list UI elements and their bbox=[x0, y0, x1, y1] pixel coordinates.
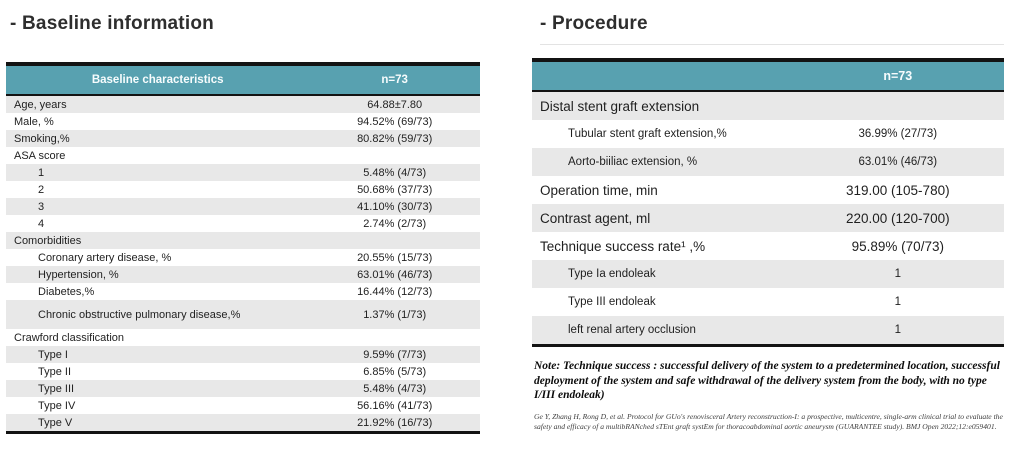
row-value: 63.01% (46/73) bbox=[792, 148, 1004, 176]
table-row bbox=[6, 397, 480, 414]
row-label: Distal stent graft extension bbox=[532, 91, 792, 120]
row-label: Coronary artery disease, % bbox=[38, 251, 172, 264]
row-label: Type V bbox=[6, 414, 309, 433]
table-row bbox=[6, 198, 480, 215]
row-value: 319.00 (105-780) bbox=[846, 182, 950, 198]
table-row bbox=[6, 181, 480, 198]
row-label: Diabetes,% bbox=[38, 285, 95, 298]
row-label: Type II bbox=[38, 365, 72, 378]
table-row bbox=[532, 120, 1004, 148]
table-row bbox=[532, 176, 1004, 204]
row-label: Type III endoleak bbox=[568, 296, 656, 308]
table-row bbox=[532, 288, 1004, 316]
table-row bbox=[6, 346, 480, 363]
row-label: 3 bbox=[6, 198, 309, 215]
row-value: 1.37% (1/73) bbox=[309, 300, 480, 329]
row-value: 6.85% (5/73) bbox=[363, 365, 427, 378]
row-label: Type IV bbox=[38, 399, 76, 412]
row-label: Comorbidities bbox=[6, 232, 309, 249]
row-value bbox=[792, 91, 1004, 120]
baseline-n73-header: n=73 bbox=[309, 64, 480, 95]
row-value bbox=[309, 147, 480, 164]
procedure-table bbox=[532, 58, 1004, 347]
table-row bbox=[6, 414, 480, 433]
table-row bbox=[6, 130, 480, 147]
row-label: Smoking,% bbox=[6, 130, 309, 147]
table-row bbox=[6, 95, 480, 113]
row-value: 94.52% (69/73) bbox=[357, 115, 433, 128]
table-row bbox=[6, 249, 480, 266]
row-value: 9.59% (7/73) bbox=[309, 346, 480, 363]
row-label: Contrast agent, ml bbox=[532, 204, 792, 232]
row-label: left renal artery occlusion bbox=[532, 316, 792, 346]
row-label: 2 bbox=[38, 183, 45, 196]
procedure-table-body bbox=[532, 91, 1004, 346]
row-label: Type Ia endoleak bbox=[532, 260, 792, 288]
row-label: Type III bbox=[6, 380, 309, 397]
row-label: 4 bbox=[38, 217, 45, 230]
table-row bbox=[532, 91, 1004, 120]
row-value: 1 bbox=[792, 316, 1004, 346]
table-row bbox=[6, 266, 480, 283]
row-value: 21.92% (16/73) bbox=[309, 414, 480, 433]
row-value bbox=[309, 232, 480, 249]
row-value: 95.89% (70/73) bbox=[851, 238, 944, 254]
baseline-section bbox=[6, 12, 480, 434]
table-row bbox=[6, 147, 480, 164]
table-row bbox=[6, 164, 480, 181]
table-row bbox=[6, 363, 480, 380]
table-row bbox=[532, 204, 1004, 232]
row-value: 50.68% (37/73) bbox=[357, 183, 433, 196]
row-value: 64.88±7.80 bbox=[309, 95, 480, 113]
table-row bbox=[6, 113, 480, 130]
row-value: 56.16% (41/73) bbox=[357, 399, 433, 412]
row-value: 2.74% (2/73) bbox=[363, 217, 427, 230]
technique-success-note: Note: Technique success : successful delivery of the system to a predetermined location, successful deployment of the system and safe withdrawal of the delivery system from the body, with no type I/III endoleak) bbox=[534, 360, 1000, 402]
row-value: 20.55% (15/73) bbox=[357, 251, 433, 264]
table-row bbox=[6, 232, 480, 249]
row-label: 1 bbox=[6, 164, 309, 181]
row-label: Aorto-biiliac extension, % bbox=[532, 148, 792, 176]
baseline-characteristics-header: Baseline characteristics bbox=[6, 64, 309, 95]
table-row bbox=[6, 300, 480, 329]
procedure-section-title: - Procedure bbox=[540, 12, 1004, 45]
baseline-table bbox=[6, 62, 480, 434]
row-label: Crawford classification bbox=[14, 331, 125, 344]
table-row bbox=[532, 260, 1004, 288]
row-label: Operation time, min bbox=[540, 182, 658, 198]
procedure-n73-header: n=73 bbox=[792, 60, 1004, 91]
row-value: 41.10% (30/73) bbox=[309, 198, 480, 215]
table-row bbox=[6, 215, 480, 232]
row-value: 1 bbox=[894, 296, 901, 308]
table-row bbox=[6, 329, 480, 346]
row-label: Male, % bbox=[14, 115, 54, 128]
row-label: Hypertension, % bbox=[6, 266, 309, 283]
row-label: Type I bbox=[6, 346, 309, 363]
procedure-header-row bbox=[532, 60, 1004, 91]
row-value: 16.44% (12/73) bbox=[357, 285, 433, 298]
row-value: 80.82% (59/73) bbox=[309, 130, 480, 147]
row-value: 36.99% (27/73) bbox=[858, 128, 938, 140]
row-label: ASA score bbox=[14, 149, 66, 162]
row-value: 5.48% (4/73) bbox=[309, 164, 480, 181]
procedure-empty-header bbox=[532, 60, 792, 91]
baseline-header-row bbox=[6, 64, 480, 95]
baseline-section-title: - Baseline information bbox=[10, 13, 214, 34]
row-value: 1 bbox=[792, 260, 1004, 288]
row-label: Age, years bbox=[6, 95, 309, 113]
reference-citation: Ge Y, Zhang H, Rong D, et al. Protocol for GUo's renovisceral Artery reconstruction-I: a prospective, multicentre, single-arm clinical trial to evaluate the safety and efficacy of a multibRANched sTEnt graft systEm for thoracoabdominal aortic aneurysm (GUARANTEE study). BMJ Open 2022;12:e059401. bbox=[534, 412, 1003, 432]
row-value: 63.01% (46/73) bbox=[309, 266, 480, 283]
procedure-section bbox=[532, 12, 1004, 432]
baseline-table-body bbox=[6, 95, 480, 433]
row-label: Chronic obstructive pulmonary disease,% bbox=[6, 300, 309, 329]
row-value: 5.48% (4/73) bbox=[309, 380, 480, 397]
table-row bbox=[532, 232, 1004, 260]
table-row bbox=[6, 283, 480, 300]
row-label: Technique success rate¹ ,% bbox=[540, 238, 706, 254]
row-label: Tubular stent graft extension,% bbox=[568, 128, 727, 140]
table-row bbox=[532, 148, 1004, 176]
table-row bbox=[532, 316, 1004, 346]
table-row bbox=[6, 380, 480, 397]
row-value: 220.00 (120-700) bbox=[792, 204, 1004, 232]
row-value bbox=[309, 329, 480, 346]
